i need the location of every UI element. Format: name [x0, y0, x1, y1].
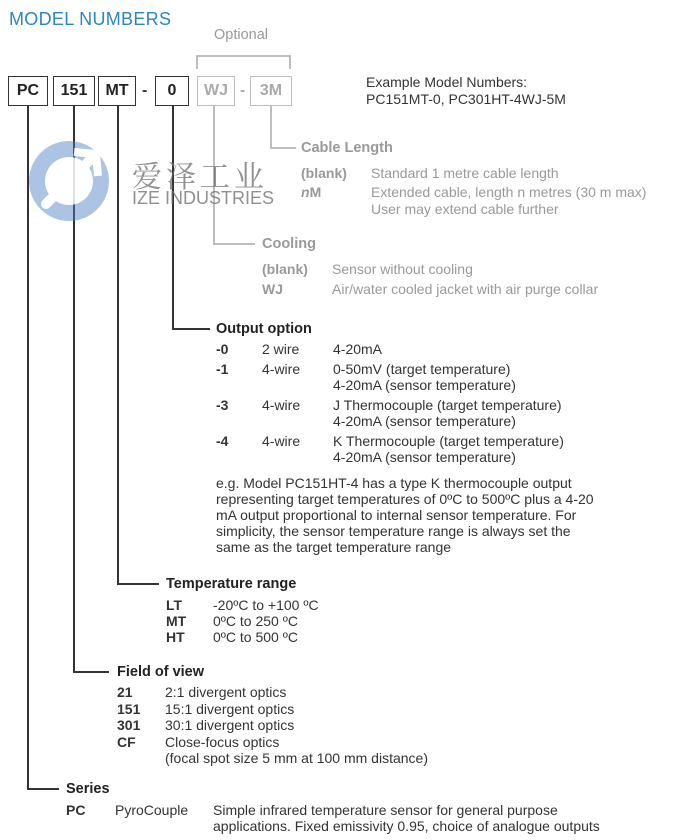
box-field-of-view: 151: [53, 76, 95, 106]
example-label: Example Model Numbers:: [366, 74, 528, 90]
temperature-desc-ht: 0ºC to 500 ºC: [213, 629, 298, 645]
fov-desc-301: 30:1 divergent optics: [165, 717, 295, 733]
dash-1: -: [142, 82, 148, 99]
cable-connector-h: [270, 147, 296, 149]
optional-bracket-top: [196, 55, 291, 57]
output-note-line-3: mA output proportional to internal sensor temperature. For: [216, 507, 577, 523]
series-desc-line-2: applications. Fixed emissivity 0.95, choice of analogue outputs: [213, 818, 600, 834]
box-cooling: WJ: [197, 76, 235, 106]
output-code-1: -1: [216, 361, 229, 377]
series-connector-h: [27, 788, 59, 790]
cable-desc-blank: Standard 1 metre cable length: [371, 165, 559, 181]
series-code: PC: [66, 802, 86, 818]
output-desc-4b: 4-20mA (sensor temperature): [333, 449, 516, 465]
cooling-heading: Cooling: [262, 236, 316, 252]
output-desc-1b: 4-20mA (sensor temperature): [333, 377, 516, 393]
temperature-desc-lt: -20ºC to +100 ºC: [213, 597, 319, 613]
dash-2: -: [240, 82, 246, 99]
output-note-line-1: e.g. Model PC151HT-4 has a type K thermocouple output: [216, 475, 572, 491]
output-note-line-2: representing target temperatures of 0ºC to 500ºC plus a 4-20: [216, 491, 594, 507]
output-note-line-5: same as the target temperature range: [216, 539, 452, 555]
fov-desc-151: 15:1 divergent optics: [165, 701, 295, 717]
output-note-line-4: simplicity, the sensor temperature range is always set the: [216, 523, 571, 539]
temperature-code-ht: HT: [166, 629, 185, 645]
output-wire-3: 4-wire: [262, 397, 301, 413]
box-cable: 3M: [250, 76, 292, 106]
output-wire-0: 2 wire: [262, 341, 300, 357]
cable-code-blank: (blank): [301, 165, 347, 181]
output-wire-4: 4-wire: [262, 433, 301, 449]
cooling-code-blank: (blank): [262, 261, 308, 277]
page-title: MODEL NUMBERS: [9, 9, 172, 29]
cable-connector-v: [270, 106, 272, 148]
temperature-code-mt: MT: [166, 613, 187, 629]
fov-desc-21: 2:1 divergent optics: [165, 684, 287, 700]
fov-code-cf: CF: [117, 734, 136, 750]
series-desc-line-1: Simple infrared temperature sensor for general purpose: [213, 802, 558, 818]
fov-desc-cf-note: (focal spot size 5 mm at 100 mm distance): [165, 750, 428, 766]
cable-heading: Cable Length: [301, 140, 393, 156]
fov-connector-h: [73, 671, 109, 673]
temperature-desc-mt: 0ºC to 250 ºC: [213, 613, 298, 629]
cooling-desc-blank: Sensor without cooling: [332, 261, 473, 277]
cooling-code-wj: WJ: [262, 281, 283, 297]
temperature-heading: Temperature range: [166, 576, 297, 592]
output-desc-0: 4-20mA: [333, 341, 383, 357]
cable-desc-extend: User may extend cable further: [371, 201, 559, 217]
optional-bracket-right: [289, 55, 291, 69]
fov-code-151: 151: [117, 701, 141, 717]
example-values: PC151MT-0, PC301HT-4WJ-5M: [366, 91, 566, 107]
fov-code-301: 301: [117, 717, 141, 733]
box-series: PC: [8, 76, 48, 106]
temperature-code-lt: LT: [166, 597, 183, 613]
output-heading: Output option: [216, 321, 312, 337]
output-desc-3b: 4-20mA (sensor temperature): [333, 413, 516, 429]
temperature-connector-h: [117, 583, 159, 585]
cooling-connector-h: [213, 243, 255, 245]
output-connector-v: [172, 106, 174, 329]
output-connector-h: [172, 328, 210, 330]
series-heading: Series: [66, 781, 110, 797]
fov-code-21: 21: [117, 684, 133, 700]
output-code-0: -0: [216, 341, 229, 357]
output-desc-4a: K Thermocouple (target temperature): [333, 433, 564, 449]
fov-heading: Field of view: [117, 664, 205, 680]
cooling-desc-wj: Air/water cooled jacket with air purge collar: [332, 281, 599, 297]
box-temperature-range: MT: [98, 76, 136, 106]
watermark-chinese: 爱泽工业: [132, 161, 268, 194]
optional-bracket-left: [196, 55, 198, 69]
temperature-connector-v: [117, 106, 119, 584]
optional-label: Optional: [214, 27, 269, 43]
output-desc-1a: 0-50mV (target temperature): [333, 361, 511, 377]
watermark-english: IZE INDUSTRIES: [132, 188, 275, 208]
fov-desc-cf: Close-focus optics: [165, 734, 280, 750]
box-output: 0: [155, 76, 189, 106]
cable-code-nm: nM: [301, 184, 322, 200]
output-code-3: -3: [216, 397, 229, 413]
series-name: PyroCouple: [115, 802, 189, 818]
cable-desc-nm: Extended cable, length n metres (30 m max): [371, 184, 647, 200]
output-wire-1: 4-wire: [262, 361, 301, 377]
output-desc-3a: J Thermocouple (target temperature): [333, 397, 562, 413]
output-code-4: -4: [216, 433, 229, 449]
watermark-logo: [22, 134, 116, 228]
